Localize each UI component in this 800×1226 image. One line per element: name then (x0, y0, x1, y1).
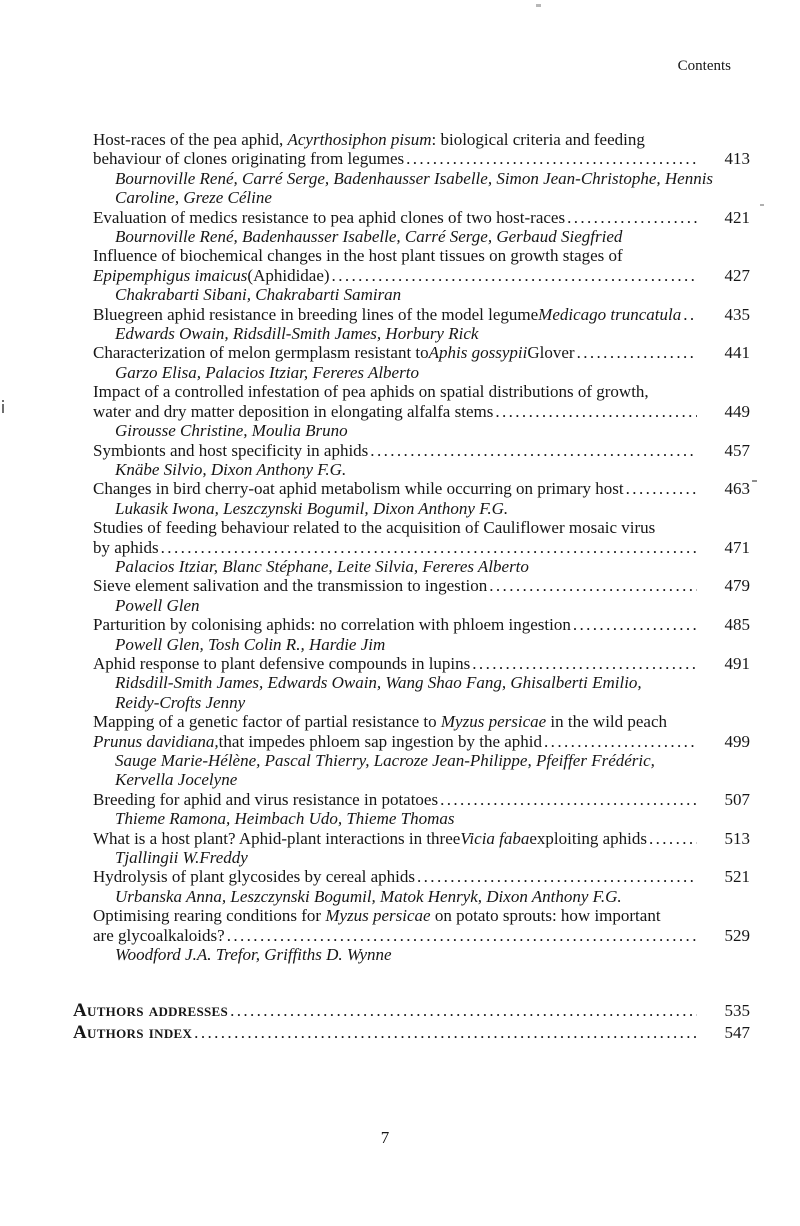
entry-authors-line: Sauge Marie-Hélène, Pascal Thierry, Lacroze Jean-Philippe, Pfeiffer Frédéric, (115, 751, 655, 770)
entry-page-number: 421 (724, 207, 750, 227)
toc-entry (93, 829, 750, 868)
entry-page-number: 499 (724, 731, 750, 751)
entry-title-line (93, 732, 750, 751)
dot-leader (544, 732, 697, 751)
toc-entry (93, 867, 750, 906)
entry-page-number: 457 (724, 440, 750, 460)
dot-leader (683, 305, 697, 324)
entry-title-line (93, 246, 750, 265)
entry-page-number: 413 (724, 149, 750, 169)
title-text: are glycoalkaloids? (93, 925, 225, 945)
title-text: Influence of biochemical changes in the host plant tissues on growth stages of (93, 246, 623, 266)
entry-authors-line: Tjallingii W.Freddy (115, 848, 248, 868)
entry-title-line (93, 906, 750, 925)
title-text: Bluegreen aphid resistance in breeding lines of the model legume (93, 304, 539, 324)
toc-entry (93, 576, 750, 615)
entry-title-line (93, 615, 750, 634)
scan-artifact-top-dot (536, 4, 541, 7)
entry-authors-line: Urbanska Anna, Leszczynski Bogumil, Matok Henryk, Dixon Anthony F.G. (115, 886, 622, 906)
entry-authors-line: Palacios Itziar, Blanc Stéphane, Leite Silvia, Fereres Alberto (115, 556, 529, 576)
toc-entry (93, 518, 750, 576)
toc-entry (93, 790, 750, 829)
title-text: Impact of a controlled infestation of pea aphids on spatial distributions of growth, (93, 382, 649, 402)
title-text: Characterization of melon germplasm resistant to (93, 343, 429, 363)
entry-page-number: 507 (724, 789, 750, 809)
dot-leader (573, 615, 697, 634)
entry-authors-line: Ridsdill-Smith James, Edwards Owain, Wang Shao Fang, Ghisalberti Emilio, (115, 673, 642, 693)
dot-leader (230, 1000, 697, 1022)
entry-title-line (93, 518, 750, 537)
entry-page-number: 441 (724, 343, 750, 363)
toc-entry (93, 654, 750, 712)
dot-leader (472, 654, 697, 673)
title-text: Host-races of the pea aphid, (93, 130, 288, 149)
toc-entry (93, 208, 750, 247)
back-matter-row (73, 1022, 750, 1044)
entry-authors-line: Garzo Elisa, Palacios Itziar, Fereres Alberto (115, 362, 419, 382)
dot-leader (440, 790, 697, 809)
entry-title-line (93, 926, 750, 945)
toc-entry (93, 441, 750, 480)
entry-authors-line: Lukasik Iwona, Leszczynski Bogumil, Dixon Anthony F.G. (115, 498, 509, 518)
entry-page-number: 513 (724, 828, 750, 848)
entry-authors-line: Thieme Ramona, Heimbach Udo, Thieme Thomas (115, 809, 455, 829)
title-text: Glover (527, 343, 575, 363)
entry-title-line (93, 130, 750, 149)
entry-title-line (93, 382, 750, 401)
entry-page-number: 435 (724, 304, 750, 324)
dot-leader (567, 208, 697, 227)
title-text: Breeding for aphid and virus resistance in potatoes (93, 789, 439, 809)
toc-entry (93, 906, 750, 964)
scan-artifact-left-margin (2, 404, 4, 413)
dot-leader (370, 441, 697, 460)
title-text: that impedes phloem sap ingestion by the aphid (218, 731, 543, 751)
title-text-italic: Aphis gossypii (428, 343, 528, 363)
scan-artifact-speck (752, 480, 757, 482)
entry-authors-line: Woodford J.A. Trefor, Griffiths D. Wynne (115, 945, 392, 965)
entry-authors-line: Reidy-Crofts Jenny (115, 692, 246, 712)
back-matter (73, 1000, 750, 1044)
title-text: in the wild peach (546, 712, 668, 732)
title-text: What is a host plant? Aphid-plant interactions in three (93, 828, 461, 848)
title-text: Optimising rearing conditions for (93, 906, 326, 926)
scan-artifact-speck (760, 204, 764, 206)
dot-leader (577, 343, 697, 362)
dot-leader (332, 266, 697, 285)
entry-title-line (93, 790, 750, 809)
title-text: Parturition by colonising aphids: no correlation with phloem ingestion (93, 615, 571, 635)
toc-entry (93, 382, 750, 440)
dot-leader (194, 1022, 697, 1044)
entry-title-line (93, 149, 750, 168)
entry-title-line (93, 654, 750, 673)
entry-authors-line: Chakrabarti Sibani, Chakrabarti Samiran (115, 285, 402, 305)
back-matter-row (73, 1000, 750, 1022)
entry-title-line (93, 266, 750, 285)
dot-leader (417, 867, 697, 886)
toc-entry (93, 246, 750, 304)
entry-authors-line: Knäbe Silvio, Dixon Anthony F.G. (115, 459, 347, 479)
title-text-italic: Myzus persicae (325, 906, 431, 926)
entry-page-number: 529 (724, 925, 750, 945)
entry-title-line (93, 441, 750, 460)
toc-entry (93, 305, 750, 344)
entry-page-number: 449 (724, 401, 750, 421)
entry-authors-line: Kervella Jocelyne (115, 770, 238, 790)
page-footer (0, 1128, 770, 1148)
title-text: behaviour of clones originating from legumes (93, 149, 405, 169)
title-text: Hydrolysis of plant glycosides by cereal aphids (93, 867, 415, 887)
entry-authors-line: Caroline, Greze Céline (115, 188, 272, 208)
table-of-contents (93, 130, 750, 964)
dot-leader (626, 479, 697, 498)
title-text: exploiting aphids (529, 828, 647, 848)
dot-leader (161, 538, 697, 557)
back-matter-label: Authors addresses (73, 1000, 229, 1022)
toc-entry (93, 615, 750, 654)
dot-leader (227, 926, 697, 945)
title-text-italic: Epipemphigus imaicus (93, 265, 248, 285)
entry-title-line (93, 867, 750, 886)
toc-entry (93, 712, 750, 790)
entry-page-number: 463 (724, 479, 750, 499)
entry-page-number: 521 (724, 867, 750, 887)
entry-title-line (93, 479, 750, 498)
title-text: : biological criteria and feeding (431, 130, 645, 149)
entry-page-number: 485 (724, 615, 750, 635)
title-text: water and dry matter deposition in elongating alfalfa stems (93, 401, 494, 421)
title-text: Changes in bird cherry-oat aphid metabolism while occurring on primary host (93, 479, 624, 499)
dot-leader (495, 402, 697, 421)
entry-title-line (93, 576, 750, 595)
entry-title-line (93, 402, 750, 421)
title-text-italic: Medicago truncatula (538, 304, 682, 324)
header-contents-label: Contents (677, 58, 731, 74)
scan-artifact-left-margin (2, 400, 4, 402)
back-matter-label: Authors index (73, 1022, 193, 1044)
entry-page-number: 471 (724, 537, 750, 557)
title-text-italic: Acyrthosiphon pisum (287, 130, 432, 149)
entry-title-line (93, 538, 750, 557)
title-text: Symbionts and host specificity in aphids (93, 440, 369, 460)
entry-title-line (93, 208, 750, 227)
title-text: Studies of feeding behaviour related to the acquisition of Cauliflower mosaic virus (93, 518, 656, 538)
toc-entry (93, 130, 750, 208)
title-text: (Aphididae) (247, 265, 330, 285)
entry-title-line (93, 305, 750, 324)
toc-entry (93, 479, 750, 518)
dot-leader (649, 829, 697, 848)
title-text: Aphid response to plant defensive compounds in lupins (93, 653, 471, 673)
entry-title-line (93, 343, 750, 362)
title-text-italic: Prunus davidiana, (93, 731, 219, 751)
entry-authors-line: Bournoville René, Carré Serge, Badenhausser Isabelle, Simon Jean-Christophe, Hennis (115, 168, 714, 188)
title-text: Sieve element salivation and the transmission to ingestion (93, 576, 488, 596)
entry-authors-line: Powell Glen (115, 595, 200, 615)
page-content (73, 130, 750, 1044)
entry-title-line (93, 829, 750, 848)
entry-authors-line: Edwards Owain, Ridsdill-Smith James, Horbury Rick (115, 324, 479, 344)
entry-authors-line: Powell Glen, Tosh Colin R., Hardie Jim (115, 634, 386, 654)
back-matter-page-number: 547 (724, 1023, 750, 1043)
dot-leader (489, 576, 697, 595)
title-text-italic: Myzus persicae (440, 712, 547, 732)
entry-page-number: 427 (724, 265, 750, 285)
title-text: Mapping of a genetic factor of partial resistance to (93, 712, 441, 732)
entry-title-line (93, 712, 750, 731)
entry-page-number: 479 (724, 576, 750, 596)
title-text: Evaluation of medics resistance to pea aphid clones of two host-races (93, 207, 566, 227)
title-text: on potato sprouts: how important (430, 906, 661, 926)
toc-entry (93, 343, 750, 382)
dot-leader (406, 149, 697, 168)
back-matter-page-number: 535 (724, 1001, 750, 1021)
title-text: by aphids (93, 537, 159, 557)
title-text-italic: Vicia faba (460, 828, 530, 848)
page-header (0, 58, 731, 75)
page-number: 7 (380, 1128, 390, 1147)
entry-authors-line: Bournoville René, Badenhausser Isabelle, Carré Serge, Gerbaud Siegfried (115, 227, 623, 247)
entry-authors-line: Girousse Christine, Moulia Bruno (115, 421, 348, 441)
entry-page-number: 491 (724, 653, 750, 673)
